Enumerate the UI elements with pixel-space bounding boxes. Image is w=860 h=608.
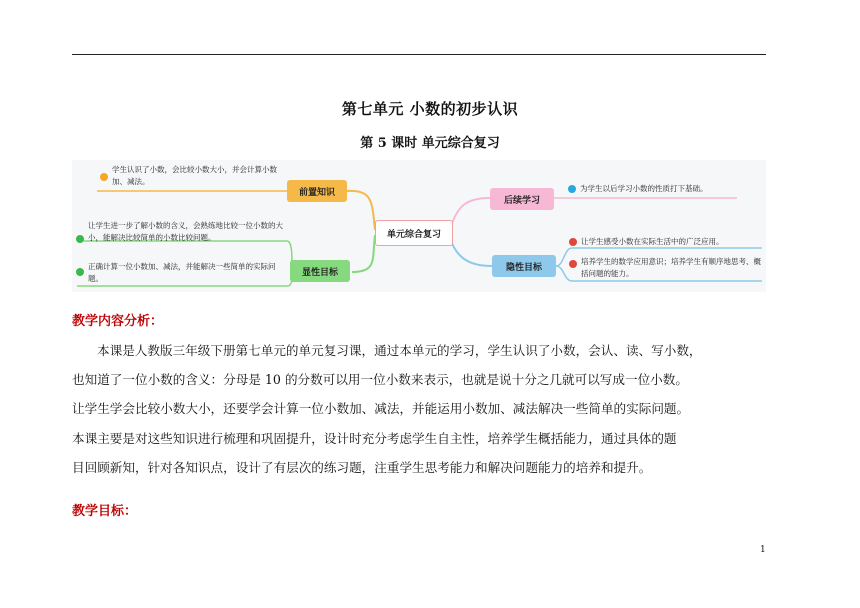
leaf-explicit-1: 让学生进一步了解小数的含义，会熟练地比较一位小数的大小，能解决比较简单的小数比较问题。 [88, 221, 283, 242]
smile-icon [100, 173, 108, 181]
analysis-line: 本课是人教版三年级下册第七单元的单元复习课，通过本单元的学习，学生认识了小数，会认、读、写小数， [97, 343, 702, 358]
check-icon [76, 235, 84, 243]
mindmap-node-implicit-goals: 隐性目标 [492, 255, 556, 277]
mindmap [72, 160, 766, 292]
leaf-followup-1: 为学生以后学习小数的性质打下基础。 [580, 184, 708, 193]
info-icon [568, 185, 576, 193]
mindmap-node-followup: 后续学习 [490, 188, 554, 210]
analysis-line: 本课主要是对这些知识进行梳理和巩固提升，设计时充分考虑学生自主性，培养学生概括能力，通过具体的题 [72, 430, 677, 446]
page-number: 1 [760, 545, 766, 555]
leaf-explicit-2: 正确计算一位小数加、减法，并能解决一些简单的实际问题。 [88, 262, 276, 283]
analysis-heading: 教学内容分析： [72, 314, 164, 329]
mindmap-node-explicit-goals: 显性目标 [290, 260, 350, 282]
leaf-prerequisite-1: 学生认识了小数，会比较小数大小，并会计算小数加、减法。 [112, 165, 277, 186]
unit-title: 第七单元 小数的初步认识 [341, 100, 519, 118]
analysis-line: 目回顾新知，针对各知识点，设计了有层次的练习题，注重学生思考能力和解决问题能力的培养和提升。 [72, 459, 652, 475]
goals-heading: 教学目标： [72, 504, 138, 519]
leaf-implicit-2: 培养学生的数学应用意识；培养学生有顺序地思考、概括问题的能力。 [581, 257, 761, 278]
analysis-paragraph [72, 336, 766, 482]
leaf-implicit-1: 让学生感受小数在实际生活中的广泛应用。 [581, 237, 724, 246]
lesson-subtitle: 第 5 课时 单元综合复习 [360, 136, 500, 151]
flag-icon [569, 238, 577, 246]
analysis-line: 也知道了一位小数的含义：分母是 10 的分数可以用一位小数来表示，也就是说十分之几就可以写成一位小数。 [72, 372, 688, 388]
header-rule [72, 54, 766, 55]
flag-icon [569, 260, 577, 268]
mindmap-node-prerequisite: 前置知识 [287, 180, 347, 202]
analysis-line: 让学生学会比较小数大小，还要学会计算一位小数加、减法，并能运用小数加、减法解决一些简单的实际问题。 [72, 401, 690, 417]
check-icon [76, 268, 84, 276]
mindmap-center-node: 单元综合复习 [375, 220, 453, 246]
